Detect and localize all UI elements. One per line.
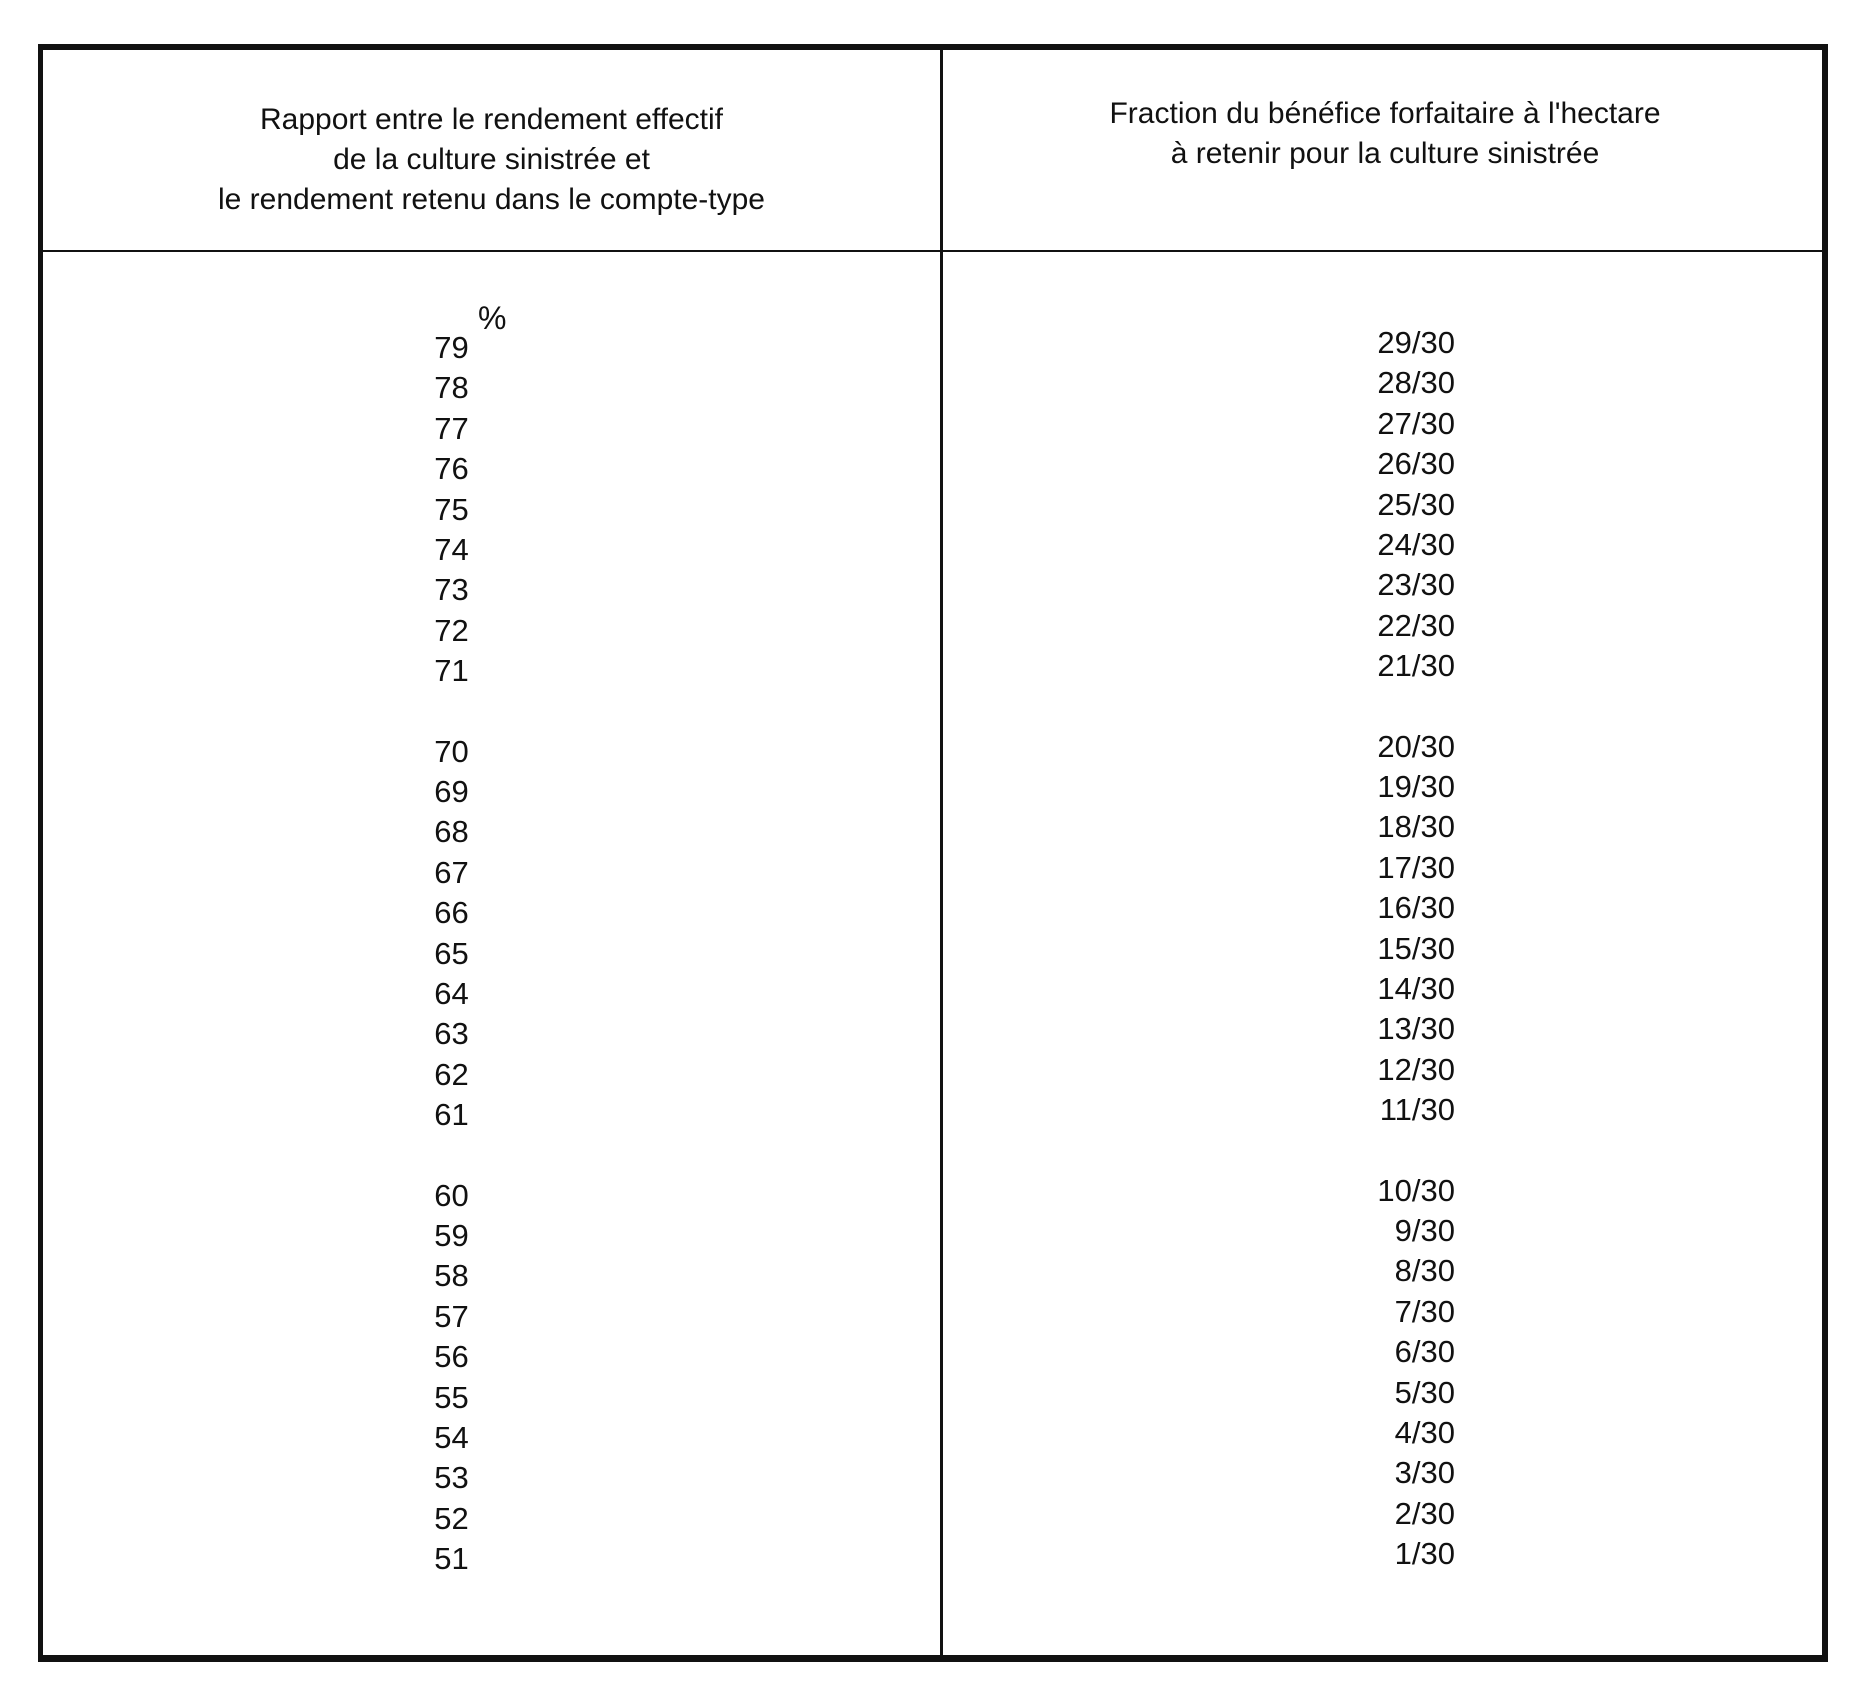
fraction-cell: 1/30 [1394,1536,1455,1572]
fraction-cell: 9/30 [1394,1213,1455,1248]
ratio-cell: 59 [434,1218,469,1253]
ratio-cell: 77 [434,410,469,446]
fraction-cell: 20/30 [1377,728,1455,764]
header-divider [43,250,1822,252]
ratio-cell: 57 [434,1298,469,1334]
fraction-cell: 16/30 [1377,890,1455,926]
ratio-cell: 51 [434,1541,469,1577]
ratio-cell: 61 [434,1097,469,1133]
ratio-cell: 74 [434,532,469,567]
fraction-cell: 18/30 [1377,809,1455,845]
fraction-cell: 17/30 [1377,849,1455,885]
ratio-cell: 71 [434,653,469,689]
fraction-cell: 3/30 [1394,1455,1455,1491]
ratio-cell: 67 [434,854,469,890]
ratio-cell: 55 [434,1379,469,1415]
fraction-cell: 26/30 [1377,446,1455,482]
ratio-cell: 52 [434,1500,469,1536]
header-left-line: de la culture sinistrée et [333,143,650,176]
fraction-cell: 15/30 [1377,930,1455,966]
header-left-line: Rapport entre le rendement effectif [259,103,724,136]
ratio-cell: 64 [434,976,469,1011]
column-divider [940,50,943,1655]
fraction-cell: 28/30 [1377,365,1455,401]
ratio-cell: 75 [434,491,469,527]
fraction-cell: 6/30 [1394,1334,1455,1370]
fraction-cell: 21/30 [1377,648,1455,684]
fraction-cell: 24/30 [1377,527,1455,562]
fraction-cell: 14/30 [1377,971,1455,1006]
fraction-cell: 27/30 [1377,405,1455,441]
ratio-cell: 53 [434,1460,469,1496]
ratio-cell: 73 [434,572,469,608]
header-right [943,50,1827,250]
table-frame [38,44,1828,1662]
ratio-cell: 65 [434,935,469,971]
ratio-cell: 68 [434,814,469,850]
fraction-cell: 29/30 [1377,325,1455,360]
ratio-cell: 72 [434,612,469,648]
fraction-cell: 10/30 [1377,1172,1455,1208]
ratio-cell: 54 [434,1420,469,1455]
fraction-cell: 22/30 [1377,607,1455,643]
ratio-cell: 76 [434,451,469,487]
ratio-cell: 62 [434,1056,469,1092]
ratio-cell: 56 [434,1339,469,1375]
ratio-cell: 69 [434,774,469,809]
fraction-cell: 4/30 [1394,1415,1455,1450]
fraction-cell: 19/30 [1377,769,1455,804]
ratio-cell: 70 [434,733,469,769]
header-right-line: à retenir pour la culture sinistrée [1170,137,1600,170]
ratio-cell: 60 [434,1177,469,1213]
header-left [43,50,940,250]
fraction-cell: 2/30 [1394,1495,1455,1531]
ratio-cell: 58 [434,1258,469,1294]
ratio-cell: 66 [434,895,469,931]
fraction-cell: 8/30 [1394,1253,1455,1289]
header-right-line: Fraction du bénéfice forfaitaire à l'hectare [1109,97,1661,130]
ratio-cell: 78 [434,370,469,406]
fraction-cell: 11/30 [1379,1092,1455,1128]
fraction-cell: 12/30 [1377,1051,1455,1087]
fraction-cell: 23/30 [1377,567,1455,603]
ratio-cell: 79 [434,330,469,365]
fraction-cell: 13/30 [1377,1011,1455,1047]
fraction-cell: 25/30 [1377,486,1455,522]
fraction-cell: 7/30 [1394,1293,1455,1329]
fraction-cell: 5/30 [1394,1374,1455,1410]
unit-label: % [478,300,507,336]
ratio-cell: 63 [434,1016,469,1052]
header-left-line: le rendement retenu dans le compte-type [218,183,765,216]
